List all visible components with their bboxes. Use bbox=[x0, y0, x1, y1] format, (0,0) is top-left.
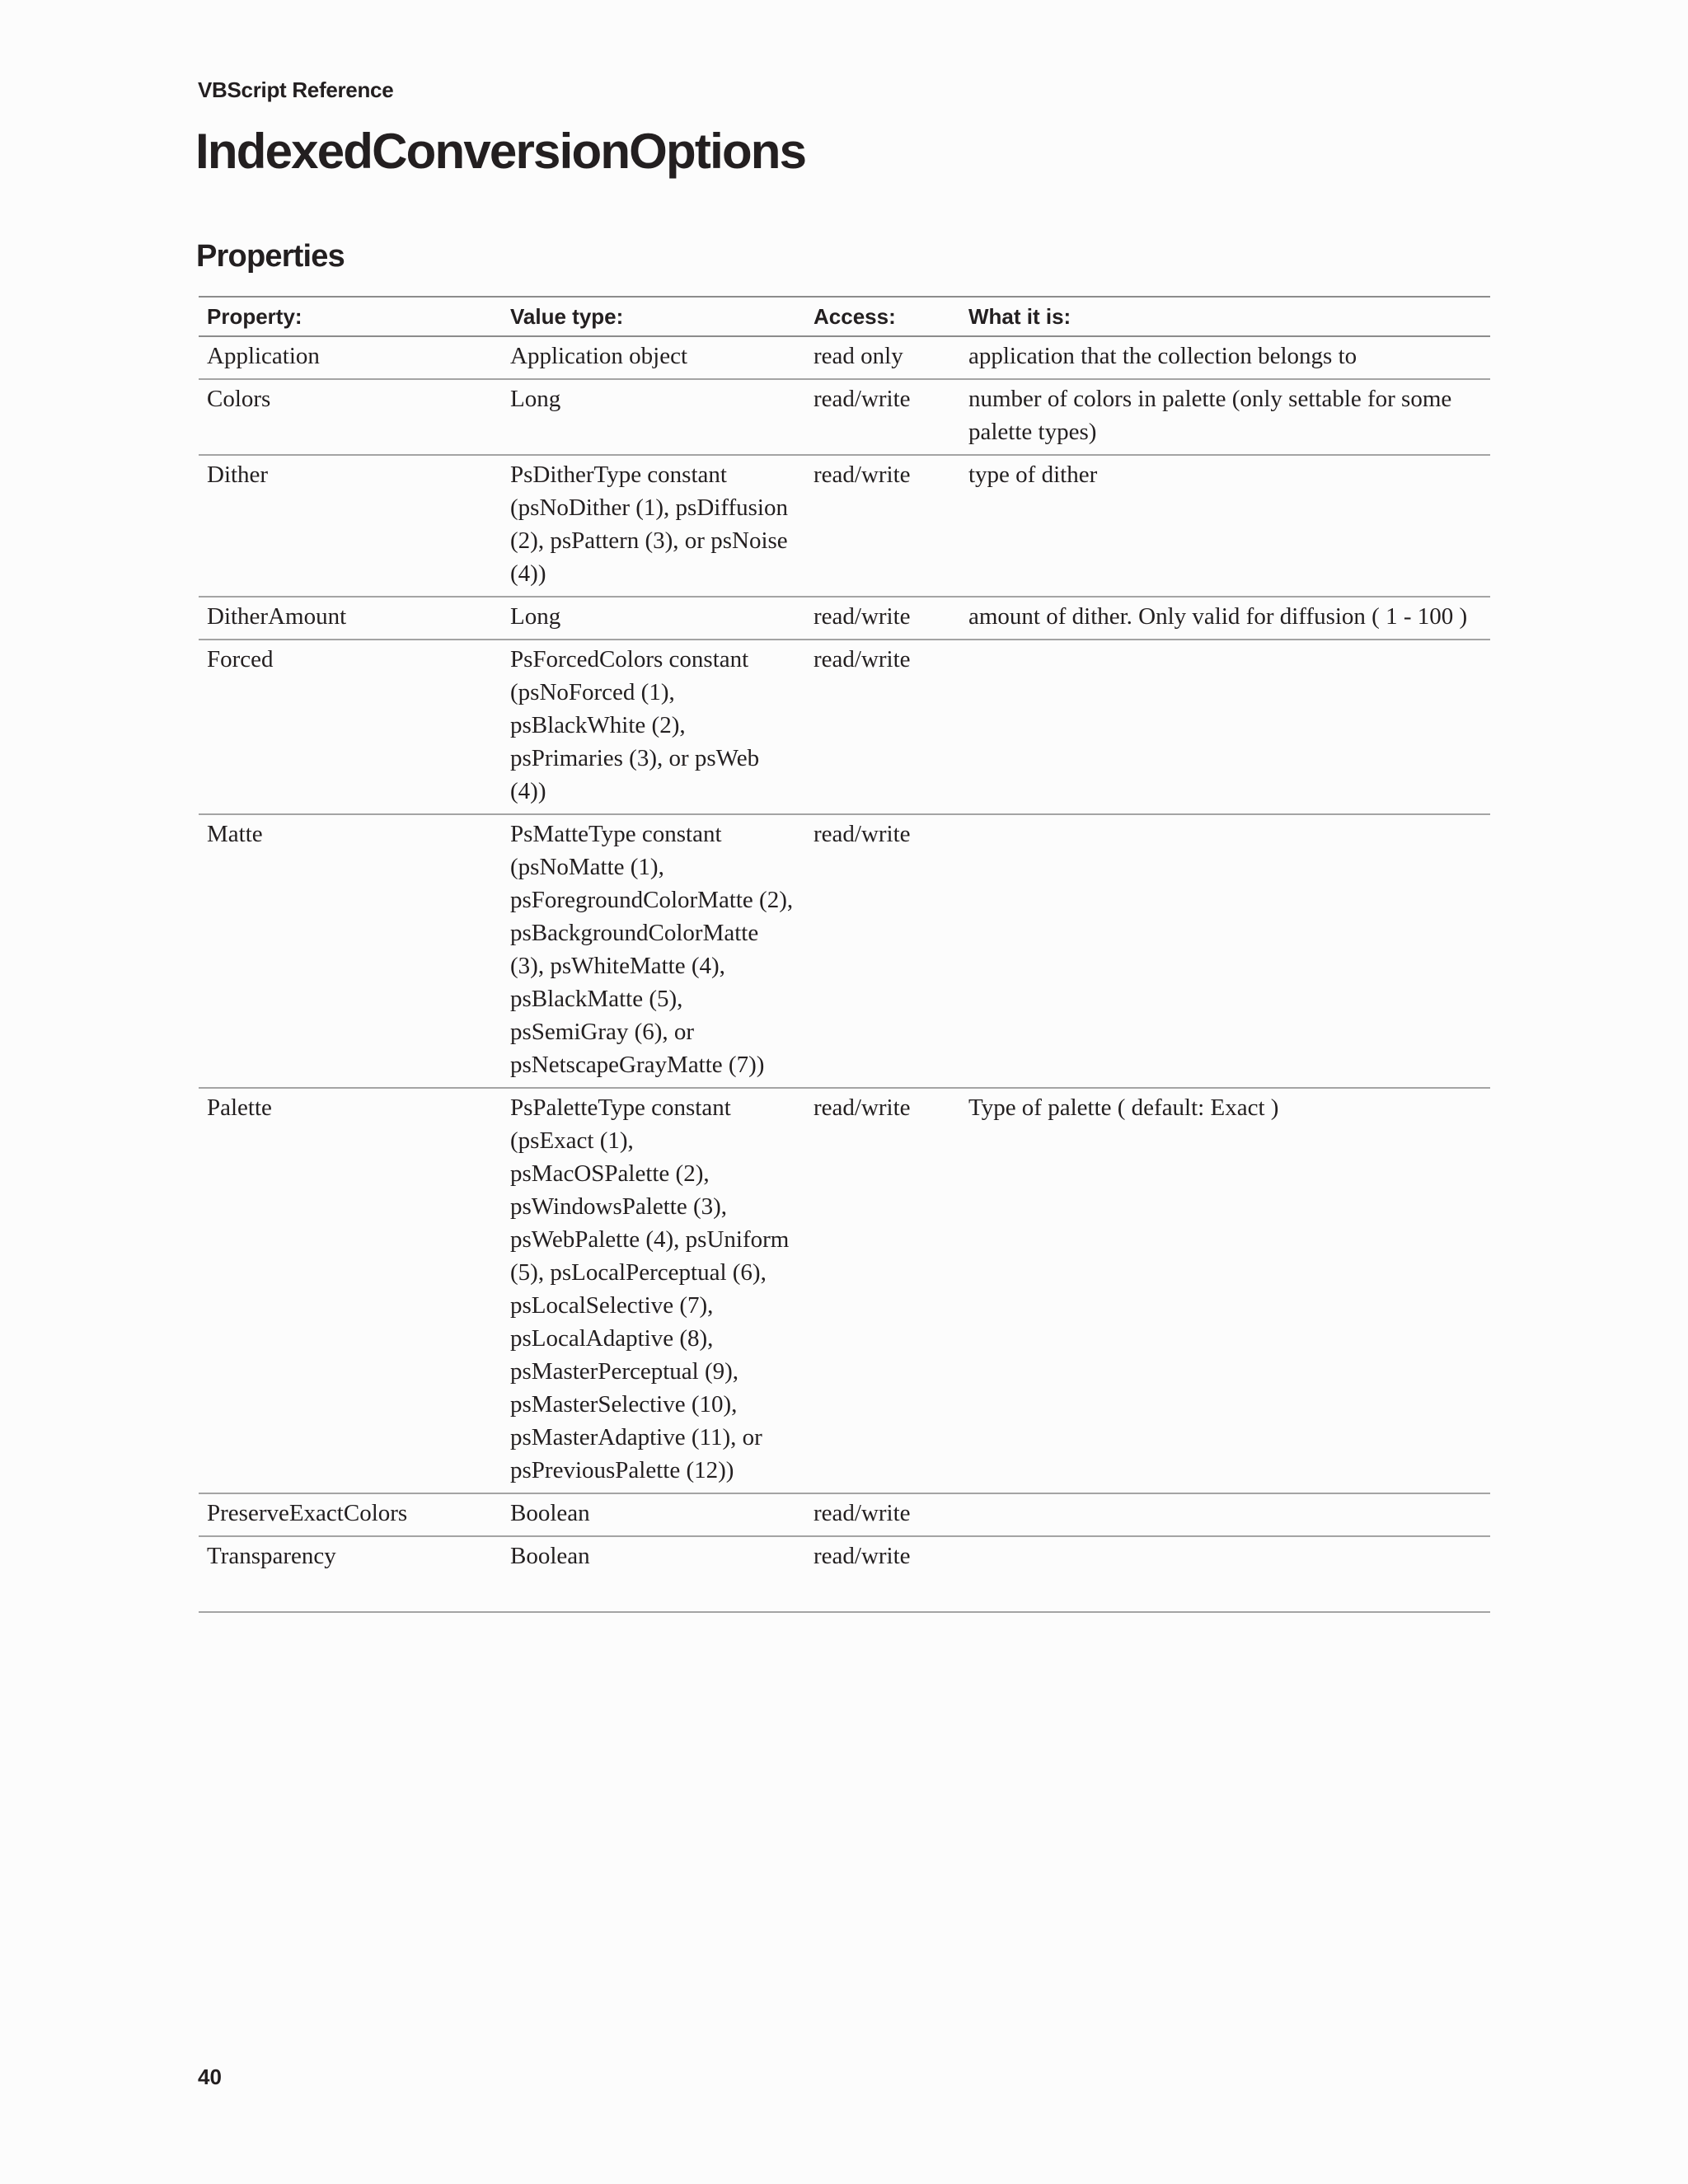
table-row bbox=[199, 1493, 1490, 1536]
access-mode: read only bbox=[805, 336, 960, 379]
value-type: Boolean bbox=[502, 1493, 805, 1536]
column-header-value-type: Value type: bbox=[502, 297, 805, 336]
property-name: Forced bbox=[199, 640, 502, 814]
running-head: VBScript Reference bbox=[198, 77, 394, 102]
access-mode: read/write bbox=[805, 455, 960, 597]
value-type: Boolean bbox=[502, 1536, 805, 1612]
property-name: PreserveExactColors bbox=[199, 1493, 502, 1536]
property-description: Type of palette ( default: Exact ) bbox=[960, 1088, 1490, 1493]
property-name: Matte bbox=[199, 814, 502, 1088]
access-mode: read/write bbox=[805, 640, 960, 814]
access-mode: read/write bbox=[805, 1536, 960, 1612]
property-description: amount of dither. Only valid for diffusion ( 1 - 100 ) bbox=[960, 597, 1490, 640]
property-description bbox=[960, 1536, 1490, 1612]
value-type: PsMatteType constant (psNoMatte (1), psForegroundColorMatte (2), psBackgroundColorMatte (3), psWhiteMatte (4), psBlackMatte (5), psSemiGray (6), or psNetscapeGrayMatte (7)) bbox=[502, 814, 805, 1088]
value-type: Application object bbox=[502, 336, 805, 379]
access-mode: read/write bbox=[805, 814, 960, 1088]
table-row bbox=[199, 1536, 1490, 1612]
value-type: PsPaletteType constant (psExact (1), psMacOSPalette (2), psWindowsPalette (3), psWebPalette (4), psUniform (5), psLocalPerceptual (6), psLocalSelective (7), psLocalAdaptive (8), psMasterPerceptual (9), psMasterSelective (10), psMasterAdaptive (11), or psPreviousPalette (12)) bbox=[502, 1088, 805, 1493]
property-name: Transparency bbox=[199, 1536, 502, 1612]
value-type: Long bbox=[502, 379, 805, 455]
table-row bbox=[199, 597, 1490, 640]
table-row bbox=[199, 814, 1490, 1088]
table-row bbox=[199, 379, 1490, 455]
table-row bbox=[199, 640, 1490, 814]
column-header-access: Access: bbox=[805, 297, 960, 336]
page-title: IndexedConversionOptions bbox=[195, 124, 806, 179]
property-description: application that the collection belongs to bbox=[960, 336, 1490, 379]
access-mode: read/write bbox=[805, 379, 960, 455]
property-description bbox=[960, 1493, 1490, 1536]
property-name: Application bbox=[199, 336, 502, 379]
property-description bbox=[960, 640, 1490, 814]
property-name: Dither bbox=[199, 455, 502, 597]
property-name: Colors bbox=[199, 379, 502, 455]
value-type: Long bbox=[502, 597, 805, 640]
access-mode: read/write bbox=[805, 1088, 960, 1493]
table-header-row bbox=[199, 297, 1490, 336]
table-row bbox=[199, 1088, 1490, 1493]
column-header-property: Property: bbox=[199, 297, 502, 336]
table-row bbox=[199, 336, 1490, 379]
property-description bbox=[960, 814, 1490, 1088]
property-name: DitherAmount bbox=[199, 597, 502, 640]
access-mode: read/write bbox=[805, 1493, 960, 1536]
property-name: Palette bbox=[199, 1088, 502, 1493]
property-description: type of dither bbox=[960, 455, 1490, 597]
table-row bbox=[199, 455, 1490, 597]
property-description: number of colors in palette (only settable for some palette types) bbox=[960, 379, 1490, 455]
access-mode: read/write bbox=[805, 597, 960, 640]
column-header-description: What it is: bbox=[960, 297, 1490, 336]
value-type: PsDitherType constant (psNoDither (1), psDiffusion (2), psPattern (3), or psNoise (4)) bbox=[502, 455, 805, 597]
properties-table bbox=[199, 296, 1490, 1613]
section-heading-properties: Properties bbox=[196, 239, 345, 274]
value-type: PsForcedColors constant (psNoForced (1), psBlackWhite (2), psPrimaries (3), or psWeb (4)) bbox=[502, 640, 805, 814]
page-number: 40 bbox=[198, 2064, 222, 2089]
